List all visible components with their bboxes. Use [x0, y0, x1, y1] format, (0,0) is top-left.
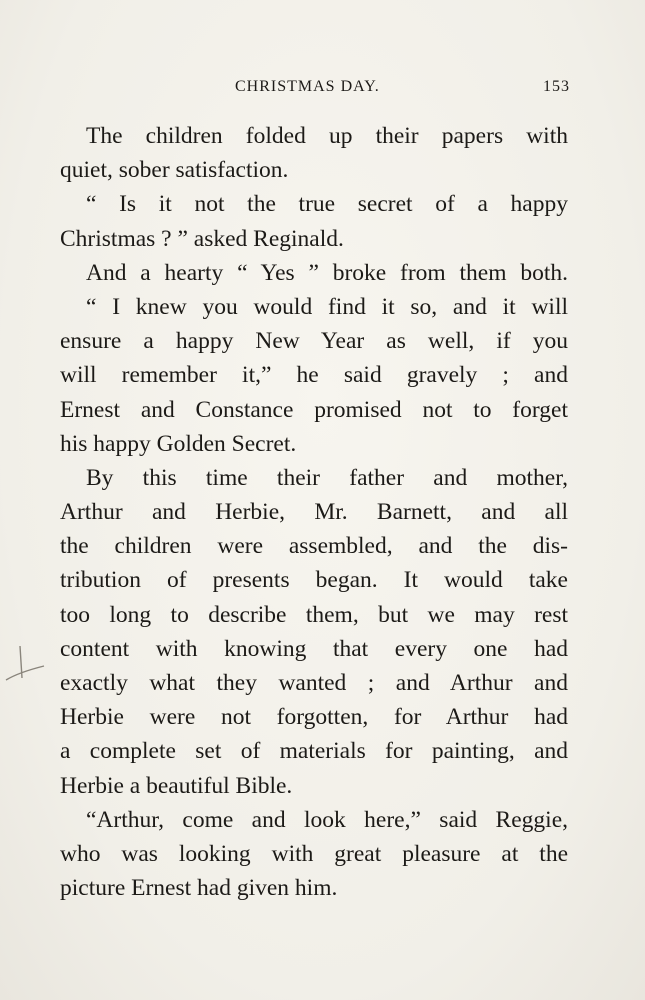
text-line: the children were assembled, and the dis- [60, 533, 568, 560]
pencil-margin-mark [0, 640, 50, 710]
body-text [60, 119, 568, 905]
text-line: picture Ernest had given him. [60, 875, 338, 902]
text-line: Christmas ? ” asked Reginald. [60, 225, 344, 252]
text-line: will remember it,” he said gravely ; and [60, 362, 568, 389]
text-line: his happy Golden Secret. [60, 430, 297, 457]
text-line: quiet, sober satisfaction. [60, 157, 289, 184]
text-line: too long to describe them, but we may rest [60, 601, 568, 628]
text-line: content with knowing that every one had [60, 635, 568, 662]
text-line: tribution of presents began. It would take [60, 567, 568, 594]
text-line: The children folded up their papers with [86, 123, 568, 149]
text-line: Ernest and Constance promised not to forget [60, 396, 568, 423]
page-number: 153 [543, 78, 570, 95]
text-line: Herbie were not forgotten, for Arthur had [60, 704, 568, 731]
text-line: exactly what they wanted ; and Arthur and [60, 670, 568, 696]
text-line: who was looking with great pleasure at the [60, 840, 568, 867]
text-line: ensure a happy New Year as well, if you [60, 328, 568, 355]
chapter-title: CHRISTMAS DAY. [235, 78, 380, 95]
text-line: By this time their father and mother, [86, 464, 568, 491]
running-head [60, 78, 570, 100]
text-line: Herbie a beautiful Bible. [60, 772, 293, 799]
text-line: “Arthur, come and look here,” said Reggie, [86, 806, 568, 833]
text-line: And a hearty “ Yes ” broke from them both. [86, 259, 568, 286]
text-line: a complete set of materials for painting, and [60, 738, 568, 765]
text-line: “ I knew you would find it so, and it will [86, 293, 568, 320]
text-line: Arthur and Herbie, Mr. Barnett, and all [60, 499, 568, 526]
text-line: “ Is it not the true secret of a happy [86, 191, 568, 218]
